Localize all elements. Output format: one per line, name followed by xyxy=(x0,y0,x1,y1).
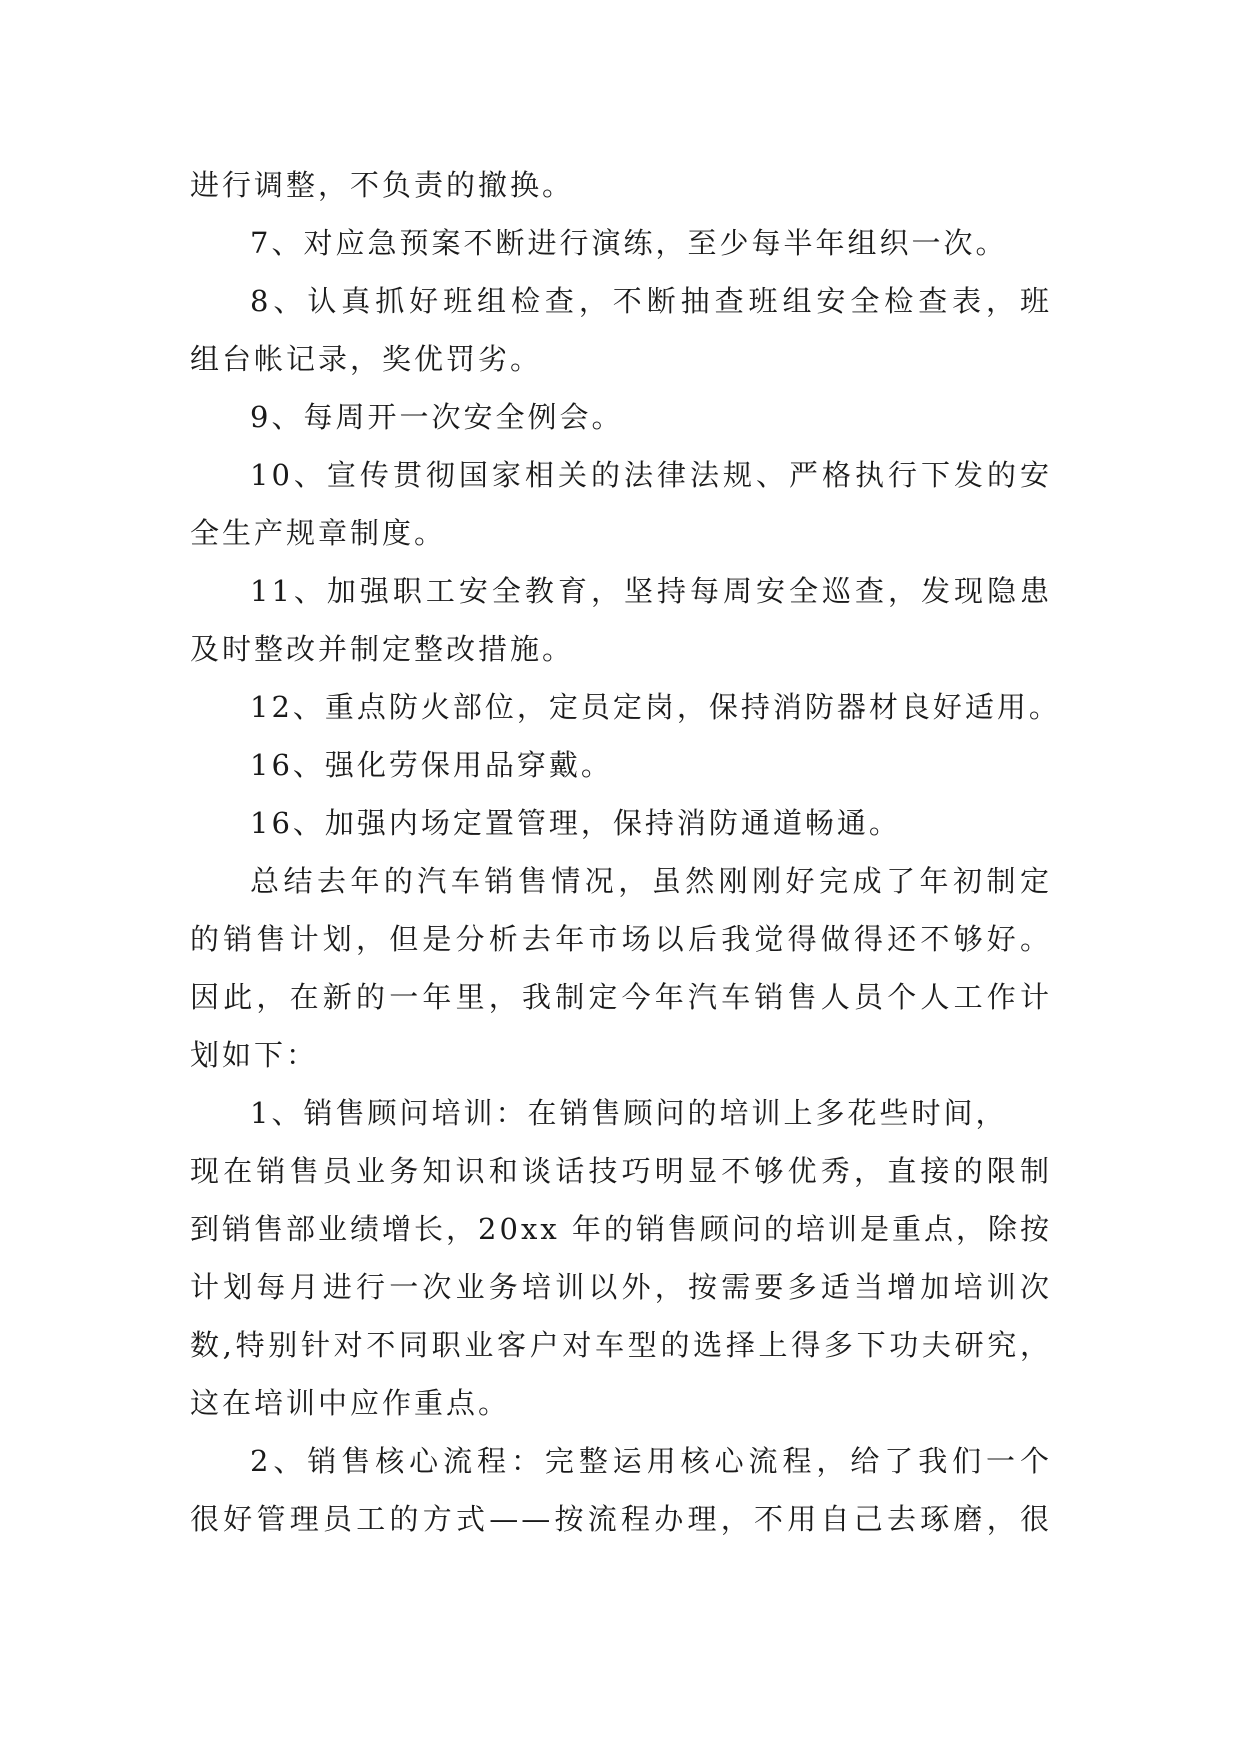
text-line: 10、宣传贯彻国家相关的法律法规、严格执行下发的安 xyxy=(250,458,1052,492)
text-line: 16、加强内场定置管理，保持消防通道畅通。 xyxy=(250,806,901,840)
text-line: 划如下： xyxy=(190,1038,319,1072)
text-line: 1、销售顾问培训：在销售顾问的培训上多花些时间， xyxy=(250,1096,1008,1130)
text-line: 11、加强职工安全教育，坚持每周安全巡查，发现隐患 xyxy=(250,574,1052,608)
text-line: 组台帐记录，奖优罚劣。 xyxy=(190,342,543,376)
text-line: 因此，在新的一年里，我制定今年汽车销售人员个人工作计 xyxy=(190,980,1052,1014)
text-line: 7、对应急预案不断进行演练，至少每半年组织一次。 xyxy=(250,226,1008,260)
text-line: 的销售计划，但是分析去年市场以后我觉得做得还不够好。 xyxy=(190,922,1052,956)
text-line: 及时整改并制定整改措施。 xyxy=(190,632,575,666)
text-line: 计划每月进行一次业务培训以外，按需要多适当增加培训次 xyxy=(190,1270,1052,1304)
document-body xyxy=(190,156,1061,1548)
text-line: 8、认真抓好班组检查，不断抽查班组安全检查表，班 xyxy=(250,284,1052,318)
text-line: 这在培训中应作重点。 xyxy=(190,1386,511,1420)
text-line: 12、重点防火部位，定员定岗，保持消防器材良好适用。 xyxy=(250,690,1061,724)
text-line: 总结去年的汽车销售情况，虽然刚刚好完成了年初制定 xyxy=(250,864,1052,898)
text-line: 数,特别针对不同职业客户对车型的选择上得多下功夫研究， xyxy=(190,1328,1052,1362)
text-line: 2、销售核心流程：完整运用核心流程，给了我们一个 xyxy=(250,1444,1052,1478)
text-line: 进行调整，不负责的撤换。 xyxy=(190,168,575,202)
text-line: 16、强化劳保用品穿戴。 xyxy=(250,748,613,782)
text-line: 很好管理员工的方式——按流程办理，不用自己去琢磨，很 xyxy=(190,1502,1052,1536)
text-line: 9、每周开一次安全例会。 xyxy=(250,400,624,434)
text-line: 现在销售员业务知识和谈话技巧明显不够优秀，直接的限制 xyxy=(190,1154,1052,1188)
text-line: 全生产规章制度。 xyxy=(190,516,447,550)
text-line: 到销售部业绩增长，20xx 年的销售顾问的培训是重点，除按 xyxy=(190,1212,1052,1246)
